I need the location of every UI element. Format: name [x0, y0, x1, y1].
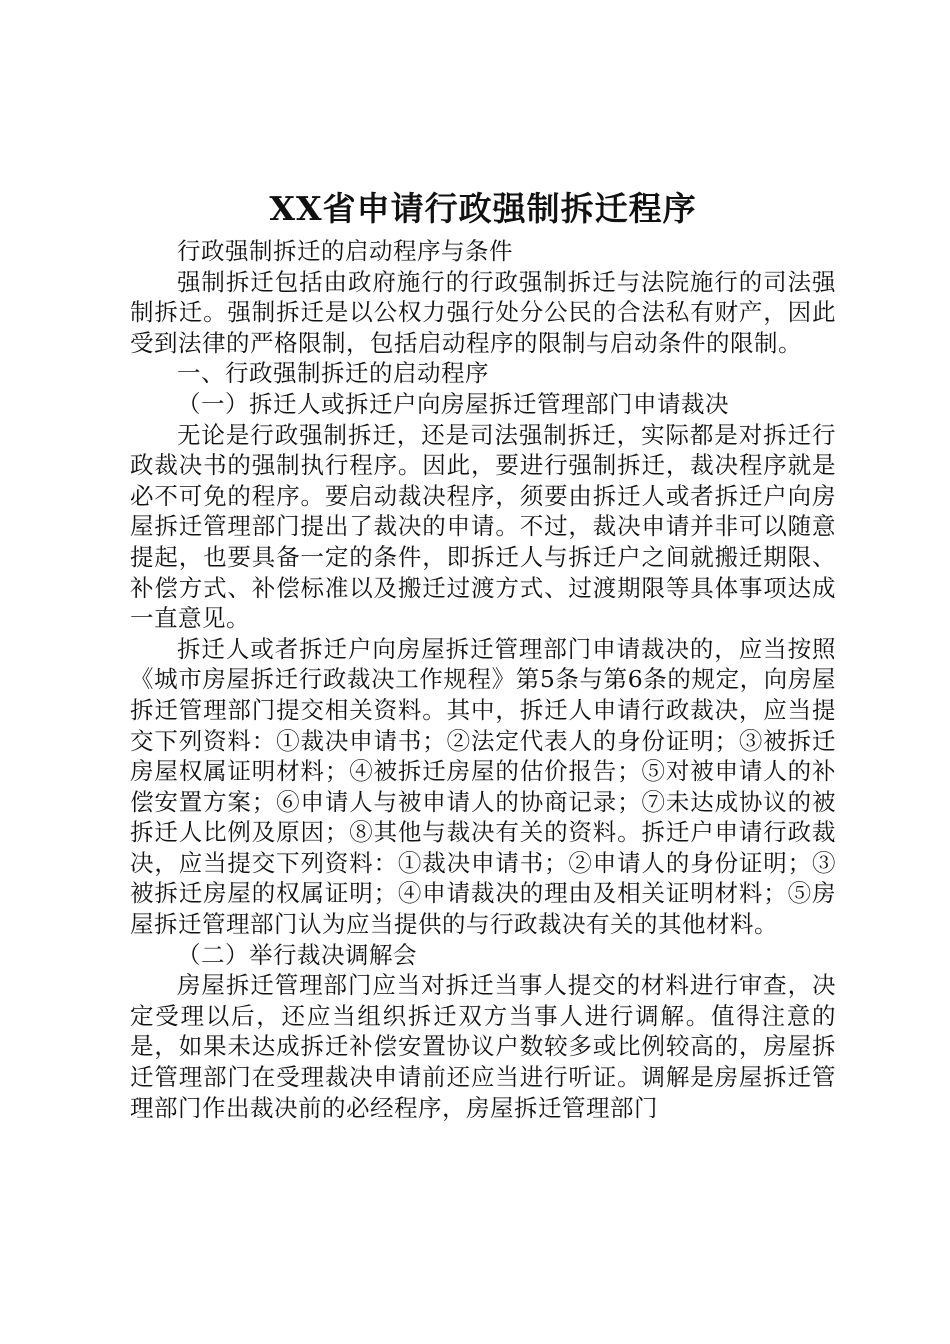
- subsection-heading-2: （二）举行裁决调解会: [177, 940, 417, 969]
- document-page: [130, 182, 836, 1123]
- paragraph-required-materials: 拆迁人或者拆迁户向房屋拆迁管理部门申请裁决的，应当按照《城市房屋拆迁行政裁决工作规程》第5条与第6条的规定，向房屋拆迁管理部门提交相关资料。其中，拆迁人申请行政裁决，应当提交下列资料：①裁决申请书；②法定代表人的身份证明；③被拆迁房屋权属证明材料；④被拆迁房屋的估价报告；⑤对被申请人的补偿安置方案；⑥申请人与被申请人的协商记录；⑦未达成协议的被拆迁人比例及原因；⑧其他与裁决有关的资料。拆迁户申请行政裁决，应当提交下列资料：①裁决申请书；②申请人的身份证明；③被拆迁房屋的权属证明；④申请裁决的理由及相关证明材料；⑤房屋拆迁管理部门认为应当提供的与行政裁决有关的其他材料。: [130, 634, 836, 939]
- paragraph-definition: 强制拆迁包括由政府施行的行政强制拆迁与法院施行的司法强制拆迁。强制拆迁是以公权力强行处分公民的合法私有财产，因此受到法律的严格限制，包括启动程序的限制与启动条件的限制。: [130, 267, 836, 357]
- subsection-heading-1: （一）拆迁人或拆迁户向房屋拆迁管理部门申请裁决: [177, 389, 729, 418]
- paragraph-mediation: 房屋拆迁管理部门应当对拆迁当事人提交的材料进行审查，决定受理以后，还应当组织拆迁双方当事人进行调解。值得注意的是，如果未达成拆迁补偿安置协议户数较多或比例较高的，房屋拆迁管理部门在受理裁决申请前还应当进行听证。调解是房屋拆迁管理部门作出裁决前的必经程序，房屋拆迁管理部门: [130, 971, 836, 1122]
- paragraph-intro-heading: 行政强制拆迁的启动程序与条件: [177, 237, 513, 265]
- paragraph-ruling-procedure: 无论是行政强制拆迁，还是司法强制拆迁，实际都是对拆迁行政裁决书的强制执行程序。因此，要进行强制拆迁，裁决程序就是必不可免的程序。要启动裁决程序，须要由拆迁人或者拆迁户向房屋拆迁管理部门提出了裁决的申请。不过，裁决申请并非可以随意提起，也要具备一定的条件，即拆迁人与拆迁户之间就搬迁期限、补偿方式、补偿标准以及搬迁过渡方式、过渡期限等具体事项达成一直意见。: [130, 420, 836, 633]
- section-heading-1: 一、行政强制拆迁的启动程序: [177, 359, 489, 388]
- document-title: XX省申请行政强制拆迁程序: [269, 189, 697, 228]
